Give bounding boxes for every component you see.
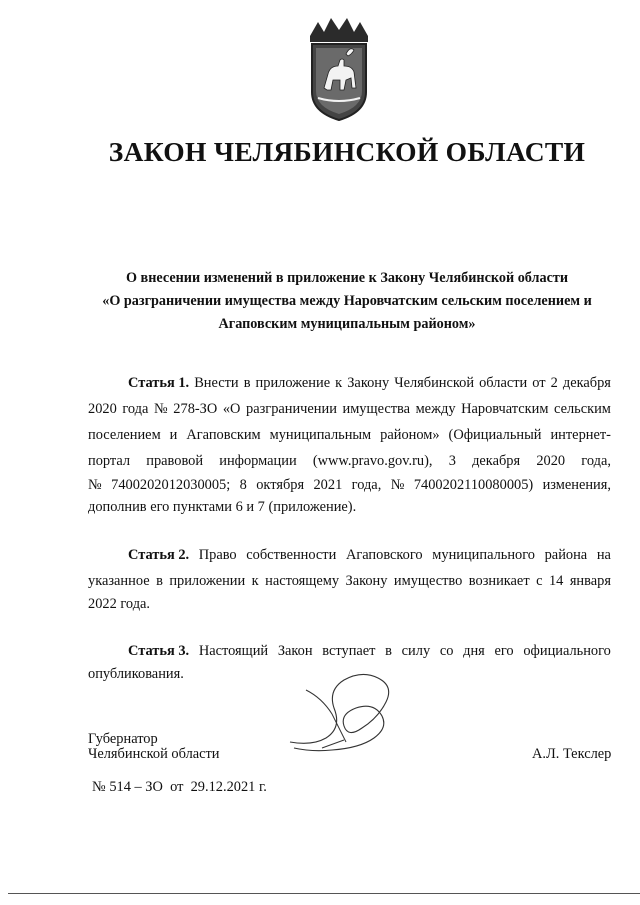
article-1-line-5 (88, 477, 611, 494)
article-2-line-1 (128, 547, 611, 564)
word: силу (401, 643, 431, 659)
word: и (169, 427, 178, 443)
word: вступает (322, 643, 376, 659)
word: дня (463, 643, 485, 659)
article-3-line-2-text: опубликования. (88, 666, 184, 682)
word: сельским (554, 401, 611, 417)
word: имущества (342, 401, 410, 417)
registration-number: № 514 – ЗО от 29.12.2021 г. (92, 779, 267, 795)
word: Челябинской (394, 375, 475, 391)
article-2-line-2 (88, 573, 611, 590)
word: № (153, 401, 168, 417)
word: разграничении (246, 401, 337, 417)
word: с (536, 573, 543, 589)
article-label: Статья 2. (128, 547, 190, 563)
article-1-line-1 (128, 375, 611, 392)
word: в (243, 375, 251, 391)
word: декабря (562, 375, 611, 391)
governor-name: А.Л. Текслер (532, 746, 612, 762)
word: имущество (393, 573, 463, 589)
article-label: Статья 3. (128, 643, 190, 659)
word: Закон (277, 643, 313, 659)
word: 2021 (313, 477, 343, 493)
word: № (88, 477, 102, 493)
word: к (251, 573, 259, 589)
word: 7400202110080005) (413, 477, 534, 493)
article-1-line-6-text: дополнив его пунктами 6 и 7 (приложение). (88, 499, 357, 515)
word: его (494, 643, 514, 659)
word: (Официальный (448, 427, 542, 443)
word: информации (219, 453, 297, 469)
article-2-line-3-text: 2022 года. (88, 596, 151, 612)
article-1-line-6 (88, 499, 611, 516)
word: изменения, (542, 477, 611, 493)
governor-position-line-1: Губернатор (88, 731, 158, 747)
word: года, (351, 477, 382, 493)
word: районом» (380, 427, 440, 443)
word: в (156, 573, 163, 589)
subtitle-line-1: О внесении изменений в приложение к Закону Челябинской области (125, 270, 569, 286)
governor-position-line-2: Челябинской области (88, 746, 220, 762)
word: 2020 (88, 401, 117, 417)
article-3-line-1 (128, 643, 611, 660)
word: муниципального (432, 547, 535, 563)
subtitle-line-3: Агаповским муниципальным районом» (218, 316, 476, 332)
article-1-line-3 (88, 427, 611, 444)
word: Агаповским (186, 427, 261, 443)
word: района (544, 547, 588, 563)
handwritten-signature-icon (282, 668, 432, 760)
word: года (122, 401, 149, 417)
subtitle-line-2: «О разграничении имущества между Наровчатским сельским поселением и (102, 293, 592, 309)
word: указанное (88, 573, 150, 589)
article-1-line-2 (88, 401, 611, 418)
word: Агаповского (345, 547, 423, 563)
word: приложение (255, 375, 331, 391)
word: к (335, 375, 343, 391)
word: Закону (345, 573, 388, 589)
word: муниципальным (269, 427, 372, 443)
word: октября (256, 477, 305, 493)
word: портал (88, 453, 131, 469)
word: приложении (169, 573, 246, 589)
word: 14 (548, 573, 564, 589)
word: января (569, 573, 611, 589)
word: 8 (239, 477, 247, 493)
word: интернет- (550, 427, 611, 443)
article-1-line-4 (88, 453, 611, 470)
document-title: ЗАКОН ЧЕЛЯБИНСКОЙ ОБЛАСТИ (108, 136, 586, 167)
word: года, (581, 453, 611, 469)
word: на (596, 547, 611, 563)
word: декабря (472, 453, 521, 469)
word: (www.pravo.gov.ru), (312, 453, 433, 469)
word: области (479, 375, 528, 391)
word: возникает (468, 573, 530, 589)
bottom-divider (8, 893, 640, 894)
word: «О (222, 401, 241, 417)
word: 7400202012030005; (111, 477, 231, 493)
coat-of-arms-icon (300, 14, 378, 122)
word: Право (198, 547, 237, 563)
word: правовой (146, 453, 204, 469)
word: официального (523, 643, 611, 659)
word: со (439, 643, 454, 659)
word: 278-ЗО (173, 401, 218, 417)
word: настоящему (265, 573, 340, 589)
word: 3 (448, 453, 456, 469)
word: собственности (246, 547, 337, 563)
word: между (415, 401, 456, 417)
word: Закону (347, 375, 390, 391)
word: Наровчатским (461, 401, 549, 417)
word: от (532, 375, 546, 391)
word: Настоящий (198, 643, 269, 659)
article-2-line-3 (88, 596, 611, 613)
word: № (390, 477, 405, 493)
word: поселением (88, 427, 161, 443)
word: Внести (194, 375, 239, 391)
word: 2 (550, 375, 558, 391)
article-label: Статья 1. (128, 375, 190, 391)
word: 2020 (536, 453, 566, 469)
word: в (385, 643, 392, 659)
